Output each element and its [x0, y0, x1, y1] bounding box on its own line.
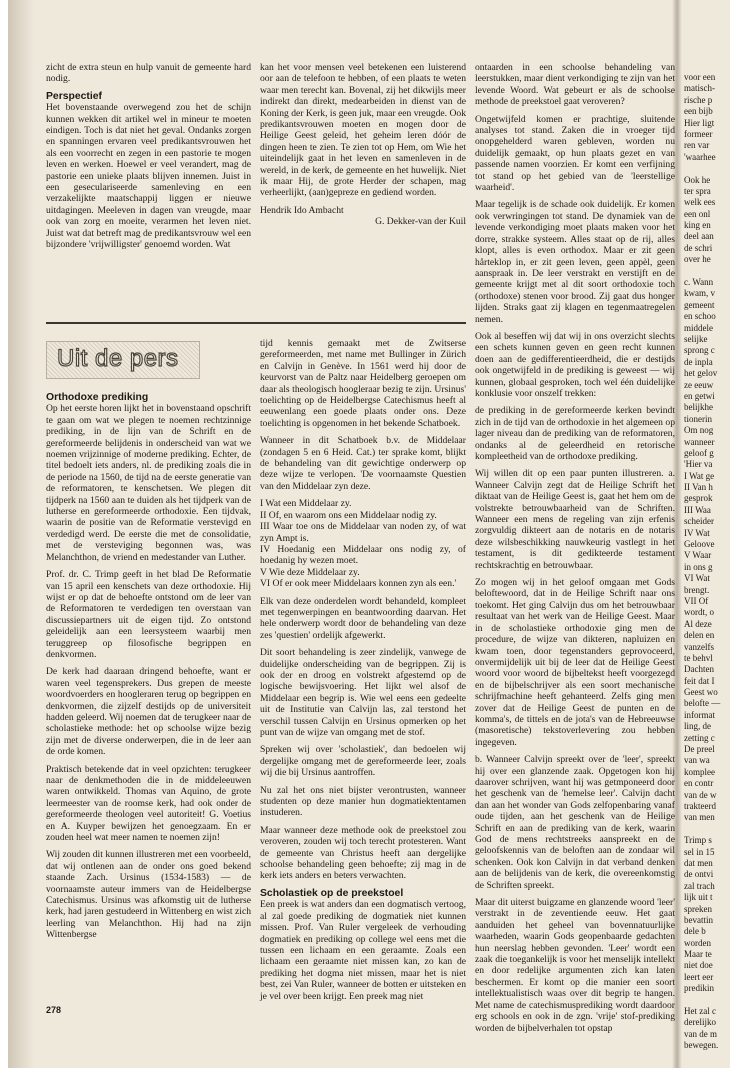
truncated-line: bewegen. [684, 1040, 719, 1051]
column-2-top-body: kan het voor mensen veel betekenen een luisterend oor aan de telefoon te hebben, of een plaats te weten waar men terecht kan. Bovenal, zij het dikwijls meer indirekt dan direkt, medearbeiden in dienst van de Koning der Kerk, is geen juk, maar een vreugde. Ook predikantsvrouwen moeten en mogen door de Heilige Geest geleid, het geheim leren dóór de dingen heen te zien. Te zien tot op Hem, om Wie het uiteindelijk gaat in het leven en samenleven in de wereld, in de kerk, de gemeente en het huwelijk. Niet ik maar Hij, de grote Herder der schapen, mag verheerlijkt, (aan)gepreze en gediend worden. [260, 62, 466, 199]
question-item: V Wie deze Middelaar zy. [260, 566, 360, 578]
truncated-line: de schri [684, 242, 713, 253]
truncated-line: trakteerd [684, 801, 716, 811]
author-name: G. Dekker-van der Kuil [375, 216, 466, 228]
article-paragraph: Wanneer in dit Schatboek b.v. de Middelaar (zondagen 5 en 6 Heid. Cat.) ter sprake komt, blijkt de behandeling van dit gewichtige onderwerp op deze wijze te verlopen. 'De voornaamste Questien van den Middelaar zyn deze. [260, 435, 466, 492]
section-divider [46, 322, 466, 324]
truncated-line: IV Wat [684, 527, 710, 538]
article-paragraph: Wij willen dit op een paar punten illustreren. a. Wanneer Calvijn zegt dat de Heilige Schrift het diktaat van de Heilige Geest is, gaat het hem om de volstrekte betrouwbaarheid van de Schriften. Wanneer een mens de regeling van zijn erfenis zorgvuldig dikteert aan de notaris en de notaris deze wilsbeschikking nauwkeurig vastlegt in het testament, is dit gedikteerde testament rechtskrachtig en betrouwbaar. [475, 468, 675, 571]
column-3-lead: ontaarden in een schoolse behandeling van leerstukken, maar dient verkondiging te zijn van het levende Woord. Wat gebeurt er als de schoolse methode de preekstoel gaat veroveren? [475, 62, 675, 108]
truncated-line: Geloove [684, 539, 715, 550]
truncated-line: belofte — [684, 698, 721, 709]
article-paragraph: Zo mogen wij in het geloof omgaan met Gods beloftewoord, dat in de Heilige Schrift naar ons toekomt. Het ging Calvijn dus om het betrouwbaar resultaat van het werk van de Heilige Geest. Maar in de scholastieke orthodoxie ging men de procedure, de wijze van dikteren, napluizen en kwam toen, door tegenstanders geprovoceerd, onvermijdelijk uit bij de leer dat de Heilige Geest woord voor woord de bijbeltekst heeft voorgezegd en de bijbelschrijver als een soort mechanische schrijfmachine heeft gehanteerd. Zelfs ging men zover dat de Heilige Geest de punten en de komma's, de tittels en de jota's van de Hebreeuwse (masoretische) tekstoverlevering zou hebben ingegeven. [475, 577, 675, 748]
truncated-line: sel in 15 [684, 846, 715, 857]
column-2-top [260, 62, 466, 228]
truncated-line: en contr [684, 778, 714, 789]
article-paragraph: Nu zal het ons niet bijster verontrusten, wanneer studenten op deze manier hun dogmatiektentamen instuderen. [260, 784, 466, 819]
author-location: Hendrik Ido Ambacht [260, 204, 344, 216]
truncated-line: zal trach [684, 880, 715, 891]
truncated-line: kwam, v [684, 288, 715, 299]
truncated-line: en schoo [684, 311, 716, 322]
perspectief-body: Het bovenstaande overwegend zou het de schijn kunnen wekken dit artikel wel in mineur te moeten eindigen. Toch is dat niet het geval. Ondanks zorgen en spanningen ervaren veel predikantsvrouwen het als een voorrecht en zegen in een pastorie te mogen leven en werken. Hoewel er veel verandert, mag de pastorie een unieke plaats blijven innemen. Juist in een geseculariseerde samenleving en een verzakelijkte maatschappij liggen er nieuwe uitdagingen. Meeleven in dagen van vreugde, maar ook van zorg en moeite, verarmen het leven niet. Juist wat dat betreft mag de predikantsvrouw wel een bijzondere 'vrijwilligster' genoemd worden. Wat [46, 102, 251, 251]
truncated-line [684, 995, 736, 1006]
truncated-line: III Waa [684, 504, 711, 515]
truncated-line: wordt, o [684, 607, 714, 618]
truncated-line: geloof g [684, 447, 714, 458]
truncated-line: Dachten [684, 664, 714, 675]
truncated-line: selijke [684, 333, 708, 344]
truncated-line: over he [684, 254, 711, 265]
truncated-line: scheider [684, 516, 714, 527]
truncated-line: sprong c [684, 345, 715, 356]
truncated-line: lijk uit t [684, 892, 713, 903]
truncated-line: Trimp s [684, 835, 712, 846]
truncated-line: II Van h [684, 482, 713, 493]
truncated-line: king en [684, 220, 711, 231]
section-heading-scholastiek: Scholastiek op de preekstoel [260, 887, 404, 899]
truncated-line: ren var [684, 140, 710, 151]
question-item: I Wat een Middelaar zy. [260, 498, 352, 510]
article-paragraph: De kerk had daaraan dringend behoefte, want er waren veel tegensprekers. Dus grepen de meeste woordvoerders en hoogleraren terug op begrippen en denkvormen, die zijzelf destijds op de universiteit hadden geleerd. Wij noemen dat de terugkeer naar de scholastieke methode: het op schoolse wijze bezig zijn met de diverse onderwerpen, die in de leer aan de orde komen. [46, 666, 251, 758]
truncated-line: c. Wann [684, 277, 714, 288]
truncated-line: wanneer [684, 436, 715, 447]
truncated-line: 'Hier va [684, 459, 713, 470]
truncated-line: ze eeuw [684, 379, 714, 390]
page-shadow [8, 0, 34, 1068]
intro-text: zicht de extra steun en hulp vanuit de gemeente hard nodig. [46, 62, 251, 85]
truncated-line: een bijb [684, 106, 713, 117]
question-item: III Waar toe ons de Middelaar van noden zy, of wat zyn Ampt is. [260, 521, 466, 544]
uit-de-pers-banner [46, 341, 200, 379]
truncated-line: dele b [684, 926, 706, 937]
truncated-line: ling, de [684, 721, 711, 732]
truncated-column-right [684, 72, 736, 1052]
truncated-line: rische p [684, 94, 713, 105]
truncated-line: Maar te [684, 949, 712, 960]
article-paragraph: Ongetwijfeld komen er prachtige, sluitende analyses tot stand. Zaken die in vroeger tijd onopgehelderd waren gebleven, worden nu duidelijk gemaakt, op hun plaats gezet en van passende namen voorzien. Er komt een verfijning tot stand op het gebied van de 'leerstellige waarheid'. [475, 113, 675, 194]
article-paragraph: Een preek is wat anders dan een dogmatisch vertoog, al zal goede prediking de dogmatiek niet kunnen missen. Prof. Van Ruler vergeleek de verhouding dogmatiek en prediking op college wel eens met die tussen een lichaam en een geraamte. Zoals een lichaam een geraamte niet missen kan, zo kan de prediking het dogma niet missen, maar het is niet best, zei Van Ruler, wanneer de botten er uitsteken en je vel over been krijgt. Een preek mag niet [260, 899, 466, 1002]
truncated-line: te behvl [684, 652, 713, 663]
article-paragraph: Praktisch betekende dat in veel opzichten: terugkeer naar de denkmethoden die in de middeleeuwen waren ontwikkeld. Thomas van Aquino, de grote leermeester van de roomse kerk, had ook onder de gereformeerde theologen veel autoriteit! G. Voetius en A. Kuyper bewijzen het genoegzaam. En er zouden heel wat meer namen te noemen zijn! [46, 763, 251, 844]
truncated-line: spreken [684, 903, 712, 914]
truncated-line [684, 163, 736, 174]
truncated-line: matisch- [684, 83, 715, 94]
truncated-line: zetting c [684, 732, 715, 743]
truncated-line: V Waar [684, 550, 712, 561]
article-paragraph: tijd kennis gemaakt met de Zwitserse gereformeerden, met name met Bullinger in Zürich en Calvijn in Genève. In 1561 werd hij door de keurvorst van de Paltz naar Heidelberg geroepen om daar als theologisch hoogleraar bezig te zijn. Ursinus' toelichting op de Heidelbergse Catechismus heeft al eeuwenlang een goede plaats onder ons. Deze toelichting is opgenomen in het bekende Schatboek. [260, 338, 466, 429]
truncated-line: niet doe [684, 960, 713, 971]
truncated-line: worden [684, 937, 711, 948]
article-paragraph: de prediking in de gereformeerde kerken bevindt zich in de tijd van de orthodoxie in het algemeen op lager niveau dan de prediking van de reformatoren, ondanks al de geleerdheid en retorische kompleetheid van de orthodoxe prediking. [475, 405, 675, 462]
truncated-line: voor een [684, 72, 716, 82]
truncated-line: formeer [684, 128, 713, 139]
truncated-line: leert eer [684, 971, 714, 982]
truncated-line: bevattin [684, 914, 713, 925]
page-number: 278 [46, 1005, 62, 1015]
truncated-line: van de m [684, 1028, 717, 1039]
question-item: IV Hoedanig een Middelaar ons nodig zy, of hoedanig hy wezen moet. [260, 543, 466, 567]
truncated-line: feit dat I [684, 675, 715, 686]
truncated-line: Het zal c [684, 1006, 716, 1017]
truncated-line: predikin [684, 983, 714, 994]
truncated-line: dat men [684, 857, 713, 868]
truncated-line: een onl [684, 208, 711, 219]
truncated-line: van de w [684, 789, 717, 800]
truncated-line: komplee [684, 766, 715, 777]
truncated-line: het gelov [684, 368, 718, 379]
article-paragraph: Elk van deze onderdelen wordt behandeld, kompleet met tegenwerpingen en beantwoording daarvan. Het hele onderwerp wordt door de behandeling van deze zes 'questien' ordelijk afgewerkt. [260, 595, 466, 641]
truncated-line: brengt. [684, 584, 710, 595]
truncated-line: informat [684, 709, 715, 720]
banner-title: Uit de pers [57, 345, 179, 372]
article-heading: Orthodoxe prediking [46, 392, 149, 403]
section-heading-perspectief: Perspectief [46, 90, 103, 102]
truncated-line: gemeent [684, 299, 715, 310]
truncated-line [684, 266, 736, 277]
truncated-line: Al deze [684, 618, 712, 629]
truncated-line: tionerin [684, 413, 712, 424]
truncated-line: vanzelfs [684, 641, 714, 652]
article-paragraph: Prof. dr. C. Trimp geeft in het blad De Reformatie van 15 april een kenschets van deze orthodoxie. Hij wijst er op dat de behoefte ontstond om de leer van de Reformatoren te verdedigen ten overstaan van discussiepartners uit de eigen tijd. Zo ontstond geleidelijk aan een leersysteem waarbij men teruggreep op filosofische begrippen en denkvormen. [46, 569, 251, 660]
truncated-line [684, 824, 736, 835]
truncated-line: in ons g [684, 561, 713, 572]
truncated-line: de ontvi [684, 869, 714, 880]
truncated-line: Ook he [684, 174, 711, 185]
truncated-line: I Wat ge [684, 470, 715, 481]
truncated-line: de inpla [684, 356, 713, 367]
truncated-line: delen en [684, 630, 715, 641]
article-paragraph: Dit soort behandeling is zeer zindelijk, vanwege de duidelijke onderscheiding van de begrippen. Zij is ook der en droog en volstrekt afgestemd op de logische bewijsvoering. Het lijkt wel alsof de Middelaar een begrip is. Wie wel eens een gedeelte uit de Institutie van Calvijn las, zal terstond het verschil tussen Calvijn en Ursinus opmerken op het punt van de wijze van omgang met de stof. [260, 647, 466, 738]
truncated-line: gesprok [684, 493, 713, 504]
article-paragraph: Op het eerste horen lijkt het in bovenstaand opschrift te gaan om wat we plegen te noemen rechtzinnige prediking, in de lijn van de Schrift en de gereformeerde belijdenis in onderscheid van wat we noemen vrijzinnige of moderne prediking. Echter, de titel bedoelt iets anders, nl. de prediking zoals die in de periode na 1560, de tijd na de eerste generatie van de reformatoren, te kenschetsen. We plegen dit tijdperk na 1560 aan te duiden als het tijdperk van de lutherse en gereformeerde orthodoxie. Een tijdvak, waarin de positie van de Reformatie verstevigd en verdedigd werd. De eerste die met de consolidatie, met de versteviging begonnen was, was Melanchthon, de vriend en medestander van Luther. [46, 403, 251, 563]
truncated-line: VII Of [684, 595, 709, 606]
truncated-line: en getwi [684, 390, 715, 401]
truncated-line: derelijko [684, 1017, 716, 1028]
article-paragraph: Spreken wij over 'scholastiek', dan bedoelen wij dergelijke omgang met de gereformeerde leer, zoals wij die bij Ursinus aantroffen. [260, 744, 466, 779]
truncated-line: belijkhe [684, 402, 713, 413]
article-paragraph: b. Wanneer Calvijn spreekt over de 'leer', spreekt hij over een glanzende zaak. Opgetogen kon hij daarover schrijven, want hij was getmponeerd door het geschenk van de 'hemelse leer'. Calvijn dacht dan aan het wonder van Gods zelfopenbaring vanaf oude tijden, aan het geschenk van de Heilige Schrift en aan de prediking van de kerk, waarin God de mens rechtstreeks aanspreekt en de geloofskennis van de beloften aan de zondaar wil schenken. Ook kon Calvijn in dat verband denken aan de belijdenis van de kerk, die overeenkomstig de Schriften spreekt. [475, 754, 675, 891]
truncated-line: 'waarhee [684, 151, 716, 162]
article-paragraph: Wij zouden dit kunnen illustreren met een voorbeeld, dat wij ontlenen aan de onder ons goed bekend staande Zach. Ursinus (1534-1583) — de voornaamste auteur immers van de Heidelbergse Catechismus. Ursinus was afkomstig uit de lutherse kerk, had jaren gestudeerd in Wittenberg en wist zich leerling van Melanchthon. Hij had na zijn Wittenbergse [46, 849, 251, 941]
truncated-line: Hier ligt [684, 117, 715, 128]
column-1-top [46, 62, 251, 257]
truncated-line: van men [684, 812, 715, 823]
truncated-line: van wa [684, 755, 710, 766]
column-3 [475, 62, 675, 1040]
article-paragraph: Maar tegelijk is de schade ook duidelijk. Er komen ook verwringingen tot stand. De dynamiek van de levende verkondiging moet plaats maken voor het dorre, strakke systeem. Alles staat op de rij, alles klopt, alles is even orthodox. Maar er zit geen hårteklop in, er zit geen leven, geen appèl, geen aanspraak in. De leer verstrakt en verstijft en de gemeente krijgt met al dit soort orthodoxie toch (orthodoxe) stenen voor brood. Zij gaat dus honger lijden. Straks gaat zij klagen en tegenmaatregelen nemen. [475, 199, 675, 325]
article-paragraph: Ook al beseffen wij dat wij in ons overzicht slechts een schets kunnen geven en geen recht kunnen doen aan de gedifferentieerdheid, die er destijds ook ongetwijfeld in de prediking is geweest — wij kunnen, globaal gesproken, toch wel één duidelijke konklusie voor onszelf trekken: [475, 330, 675, 399]
article-paragraph: Maar wanneer deze methode ook de preekstoel zou veroveren, zouden wij toch terecht protesteren. Want de gemeente van Christus heeft aan dergelijke schoolse behandeling geen behoefte; zij mag in de kerk iets anders en beters verwachten. [260, 824, 466, 882]
truncated-line: Om nog [684, 425, 714, 436]
truncated-line: Geest wo [684, 687, 718, 698]
truncated-line: middele [684, 322, 713, 333]
truncated-line: welk ees [684, 197, 716, 208]
truncated-line: De preel [684, 744, 715, 755]
truncated-line: deel aan [684, 231, 714, 242]
truncated-line: ter spra [684, 185, 711, 196]
question-item: VI Of er ook meer Middelaars konnen zyn als een.' [260, 578, 457, 590]
column-2-lower [260, 338, 466, 1008]
truncated-line: VI Wat [684, 573, 710, 584]
question-item: II Of, en waarom ons een Middelaar nodig zy. [260, 509, 437, 521]
column-1-lower [46, 388, 251, 947]
article-paragraph: Maar dit uiterst buigzame en glanzende woord 'leer' verstrakt in de zeventiende eeuw. Het gaat aanduiden het geheel van bovennatuurlijke waarheden, waarin Gods geopenbaarde gedachten hun neerslag hebben gevonden. 'Leer' wordt een zaak die toegankelijk is voor het menselijk intellekt en door redelijke argumenten zich kan laten beschermen. Er komt op die manier een soort intellektualistisch waas over dit begrip te hangen. Met name de catechismusprediking wordt daardoor erg schools en ook in de zgn. 'vrije' stof-prediking worden de bijbelverhalen tot opstap [475, 897, 675, 1034]
